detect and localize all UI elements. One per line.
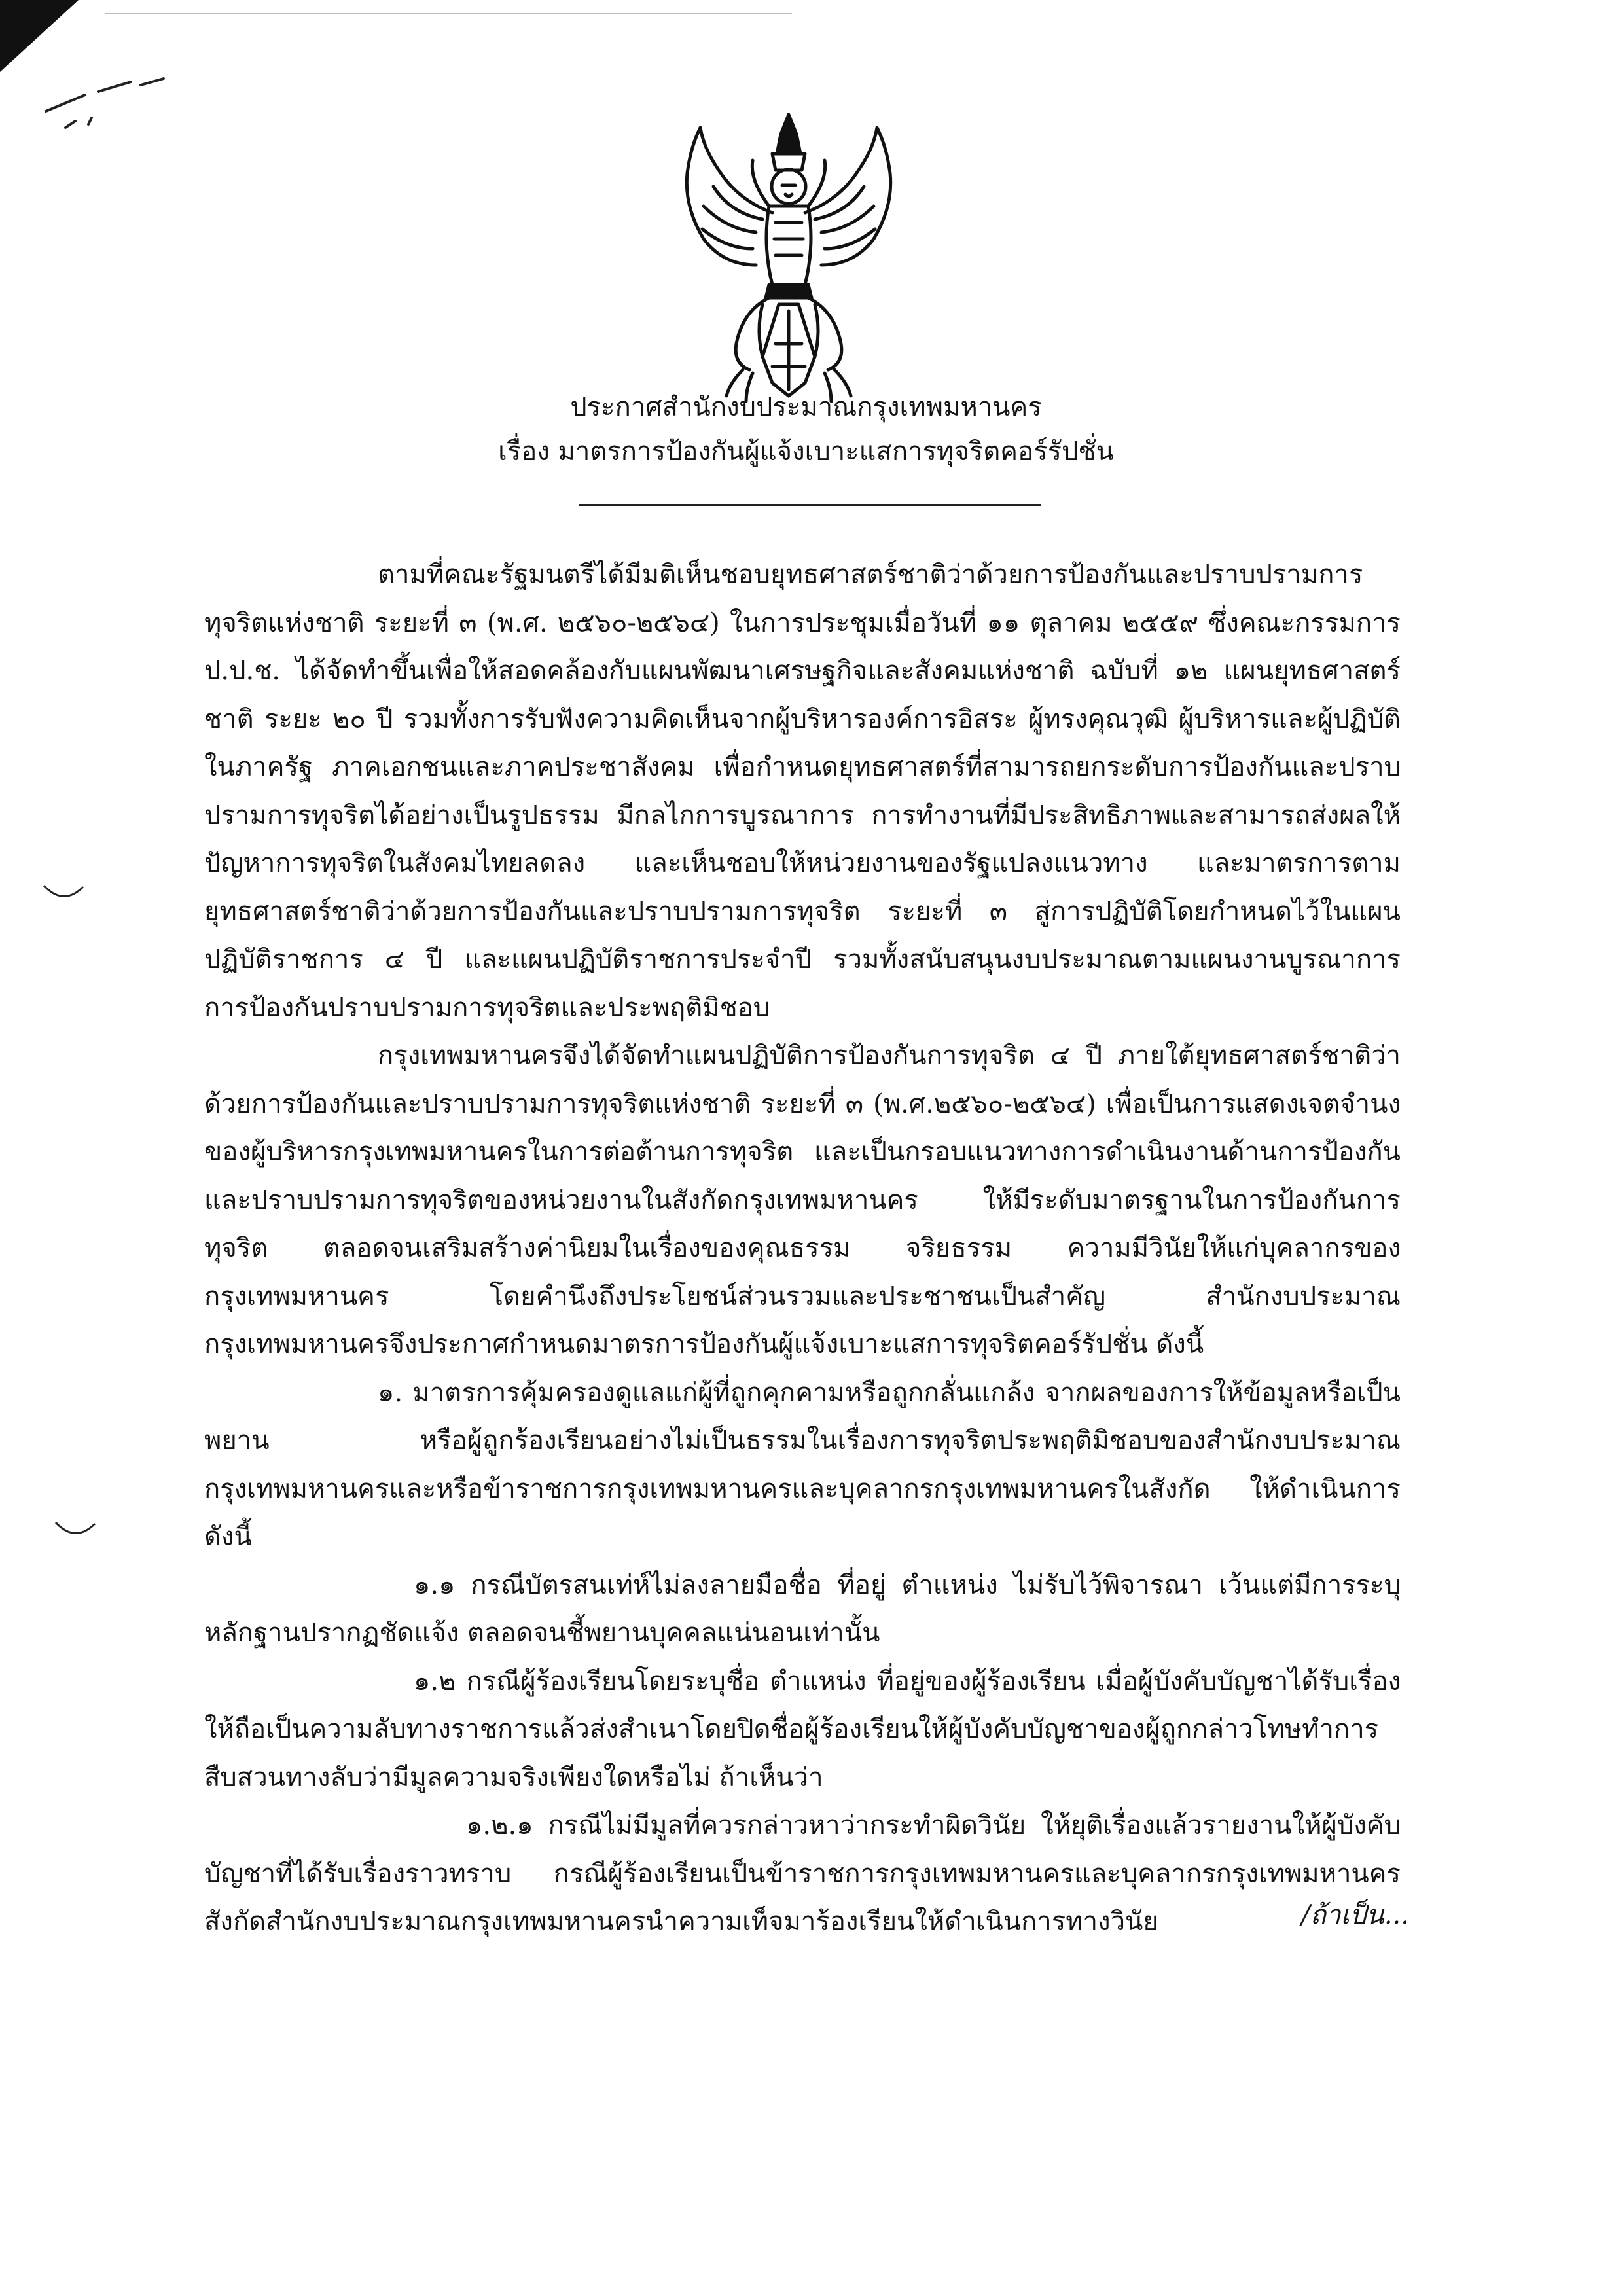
announcement-body (204, 551, 1401, 1946)
scan-edge-shadow (0, 0, 79, 72)
paragraph-bma-plan: กรุงเทพมหานครจึงได้จัดทำแผนปฏิบัติการป้องกันการทุจริต ๔ ปี ภายใต้ยุทธศาสตร์ชาติว่าด้วยการป้องกันและปราบปรามการทุจริตแห่งชาติ ระยะที่ ๓ (พ.ศ.๒๕๖๐-๒๕๖๔) เพื่อเป็นการแสดงเจตจำนงของผู้บริหารกรุงเทพมหานครในการต่อต้านการทุจริต และเป็นกรอบแนวทางการดำเนินงานด้านการป้องกันและปราบปรามการทุจริตของหน่วยงานในสังกัดกรุงเทพมหานคร ให้มีระดับมาตรฐานในการป้องกันการทุจริต ตลอดจนเสริมสร้างค่านิยมในเรื่องของคุณธรรม จริยธรรม ความมีวินัยให้แก่บุคลากรของกรุงเทพมหานคร โดยคำนึงถึงประโยชน์ส่วนรวมและประชาชนเป็นสำคัญ สำนักงบประมาณกรุงเทพมหานครจึงประกาศกำหนดมาตรการป้องกันผู้แจ้งเบาะแสการทุจริตคอร์รัปชั่น ดังนี้ (204, 1041, 1401, 1359)
paragraph-measure-1-1: ๑.๑ กรณีบัตรสนเท่ห์ไม่ลงลายมือชื่อ ที่อยู่ ตำแหน่ง ไม่รับไว้พิจารณา เว้นแต่มีการระบุหลักฐานปรากฏชัดแจ้ง ตลอดจนชี้พยานบุคคลแน่นอนเท่านั้น (204, 1570, 1401, 1648)
scan-top-line (105, 13, 792, 14)
title-divider (579, 504, 1041, 506)
paragraph-background: ตามที่คณะรัฐมนตรีได้มีมติเห็นชอบยุทธศาสตร์ชาติว่าด้วยการป้องกันและปราบปรามการทุจริตแห่งชาติ ระยะที่ ๓ (พ.ศ. ๒๕๖๐-๒๕๖๔) ในการประชุมเมื่อวันที่ ๑๑ ตุลาคม ๒๕๕๙ ซึ่งคณะกรรมการ ป.ป.ช. ได้จัดทำขึ้นเพื่อให้สอดคล้องกับแผนพัฒนาเศรษฐกิจและสังคมแห่งชาติ ฉบับที่ ๑๒ แผนยุทธศาสตร์ชาติ ระยะ ๒๐ ปี รวมทั้งการรับฟังความคิดเห็นจากผู้บริหารองค์การอิสระ ผู้ทรงคุณวุฒิ ผู้บริหารและผู้ปฏิบัติในภาครัฐ ภาคเอกชนและภาคประชาสังคม เพื่อกำหนดยุทธศาสตร์ที่สามารถยกระดับการป้องกันและปราบปรามการทุจริตได้อย่างเป็นรูปธรรม มีกลไกการบูรณาการ การทำงานที่มีประสิทธิภาพและสามารถส่งผลให้ปัญหาการทุจริตในสังคมไทยลดลง และเห็นชอบให้หน่วยงานของรัฐแปลงแนวทาง และมาตรการตามยุทธศาสตร์ชาติว่าด้วยการป้องกันและปราบปรามการทุจริต ระยะที่ ๓ สู่การปฏิบัติโดยกำหนดไว้ในแผนปฏิบัติราชการ ๔ ปี และแผนปฏิบัติราชการประจำปี รวมทั้งสนับสนุนงบประมาณตามแผนงานบูรณาการ การป้องกันปราบปรามการทุจริตและประพฤติมิชอบ (204, 560, 1401, 1023)
paragraph-measure-1-2-1: ๑.๒.๑ กรณีไม่มีมูลที่ควรกล่าวหาว่ากระทำผิดวินัย ให้ยุติเรื่องแล้วรายงานให้ผู้บังคับบัญชาที่ได้รับเรื่องราวทราบ กรณีผู้ร้องเรียนเป็นข้าราชการกรุงเทพมหานครและบุคลากรกรุงเทพมหานครสังกัดสำนักงบประมาณกรุงเทพมหานครนำความเท็จมาร้องเรียนให้ดำเนินการทางวินัย (204, 1810, 1401, 1937)
paragraph-measure-1: ๑. มาตรการคุ้มครองดูแลแก่ผู้ที่ถูกคุกคามหรือถูกกลั่นแกล้ง จากผลของการให้ข้อมูลหรือเป็นพยาน หรือผู้ถูกร้องเรียนอย่างไม่เป็นธรรมในเรื่องการทุจริตประพฤติมิชอบของสำนักงบประมาณกรุงเทพมหานครและหรือข้าราชการกรุงเทพมหานครและบุคลากรกรุงเทพมหานครในสังกัด ให้ดำเนินการ ดังนี้ (204, 1377, 1401, 1552)
garuda-emblem-icon (664, 108, 913, 409)
binder-hole-mark (41, 880, 86, 906)
paragraph-measure-1-2: ๑.๒ กรณีผู้ร้องเรียนโดยระบุชื่อ ตำแหน่ง ที่อยู่ของผู้ร้องเรียน เมื่อผู้บังคับบัญชาได้รับเรื่องให้ถือเป็นความลับทางราชการแล้วส่งสำเนาโดยปิดชื่อผู้ร้องเรียนให้ผู้บังคับบัญชาของผู้ถูกกล่าวโทษทำการสืบสวนทางลับว่ามีมูลความจริงเพียงใดหรือไม่ ถ้าเห็นว่า (204, 1666, 1401, 1793)
page-title: ประกาศสำนักงบประมาณกรุงเทพมหานคร (570, 392, 1042, 422)
page-continuation-note: /ถ้าเป็น... (1301, 1900, 1409, 1930)
page-subject: เรื่อง มาตรการป้องกันผู้แจ้งเบาะแสการทุจริตคอร์รัปชั่น (498, 437, 1114, 467)
binder-hole-mark (52, 1517, 98, 1543)
handwritten-mark (26, 65, 177, 137)
